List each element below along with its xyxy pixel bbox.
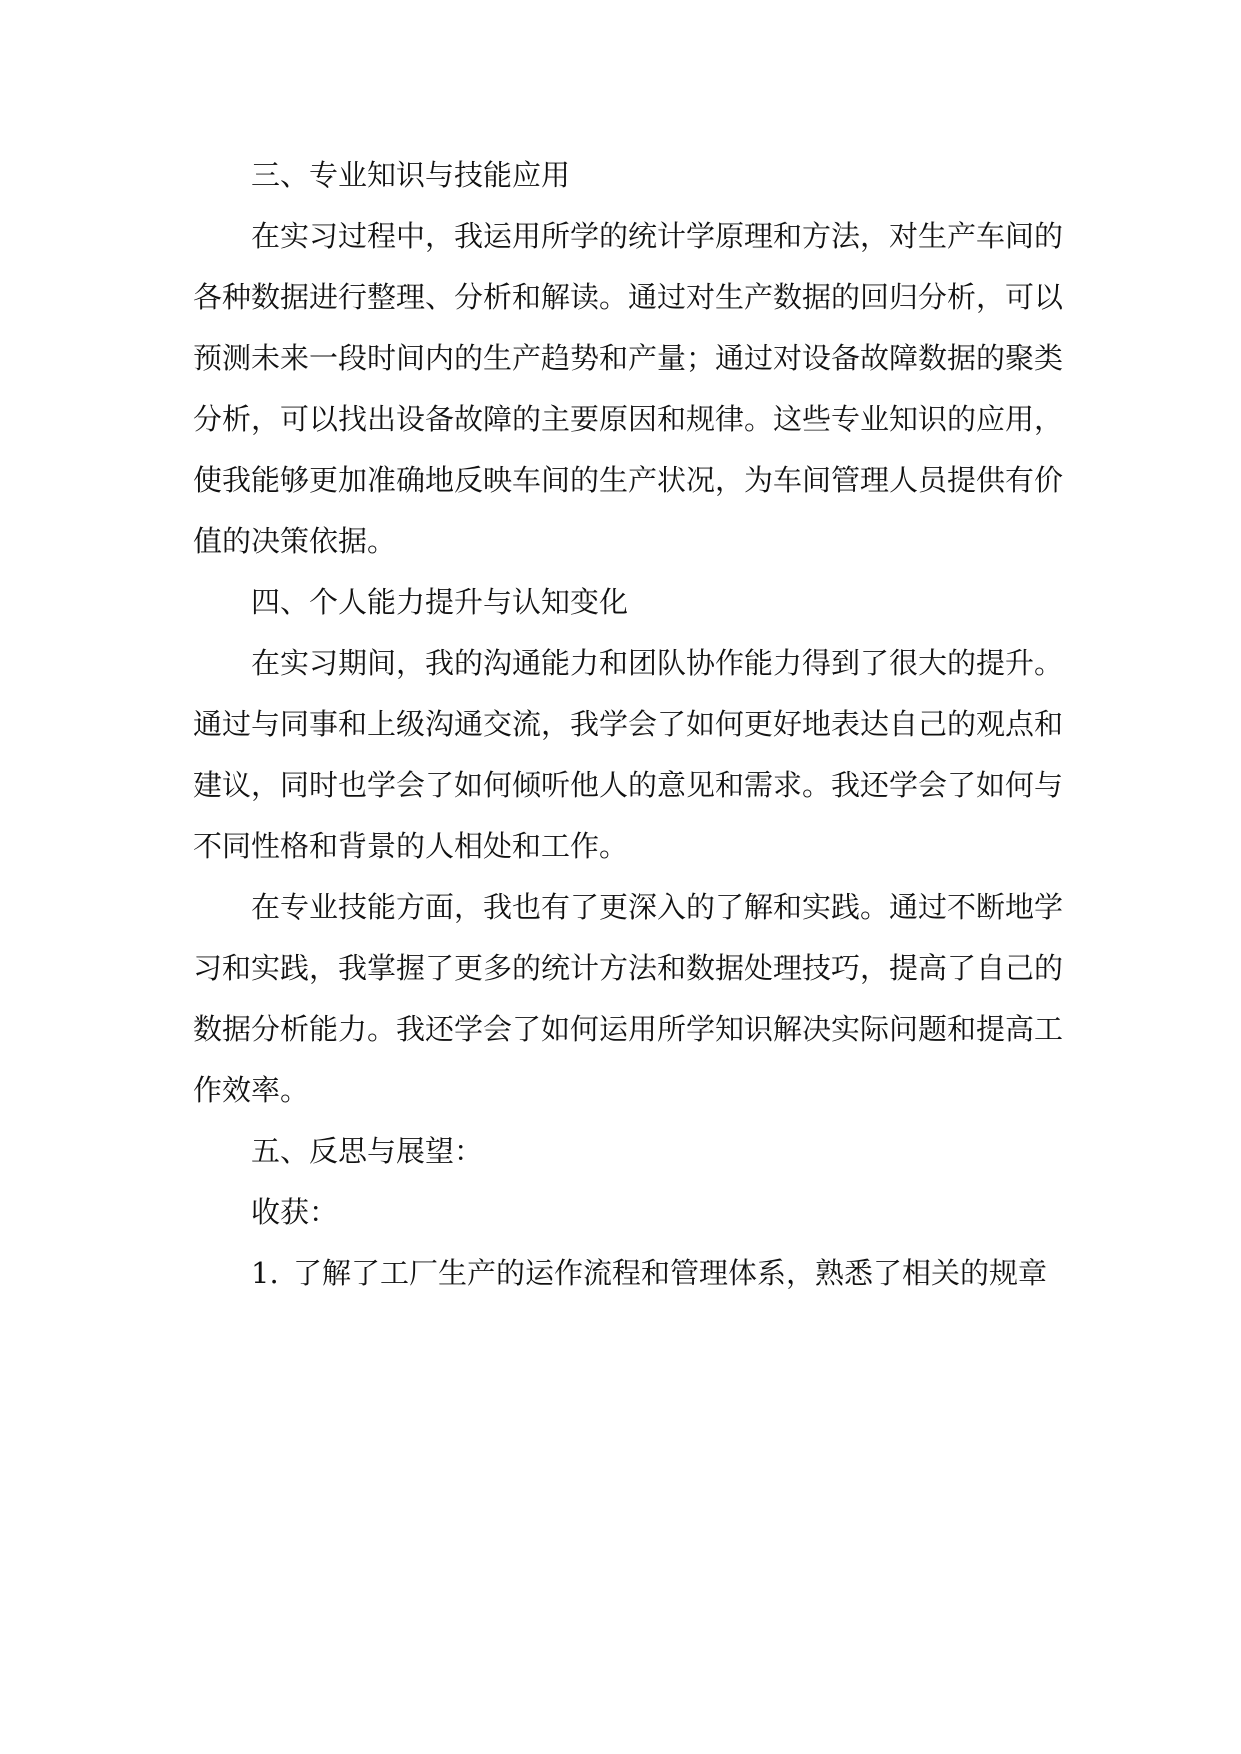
- list-item: [193, 1243, 1063, 1304]
- list-item-number: 1.: [251, 1256, 279, 1290]
- subheading-gains: 收获：: [251, 1195, 339, 1229]
- section-heading-4: 四、个人能力提升与认知变化: [251, 585, 629, 619]
- document-body: [193, 145, 1063, 1304]
- section-heading-5: 五、反思与展望：: [251, 1134, 484, 1168]
- body-paragraph: 在实习期间，我的沟通能力和团队协作能力得到了很大的提升。通过与同事和上级沟通交流，我学会了如何更好地表达自己的观点和建议，同时也学会了如何倾听他人的意见和需求。我还学会了如何与不同性格和背景的人相处和工作。: [193, 646, 1064, 863]
- section-heading-3: 三、专业知识与技能应用: [251, 158, 571, 192]
- body-paragraph: 在实习过程中，我运用所学的统计学原理和方法，对生产车间的各种数据进行整理、分析和解读。通过对生产数据的回归分析，可以预测未来一段时间内的生产趋势和产量；通过对设备故障数据的聚类分析，可以找出设备故障的主要原因和规律。这些专业知识的应用，使我能够更加准确地反映车间的生产状况，为车间管理人员提供有价值的决策依据。: [193, 219, 1064, 558]
- list-item-text: 了解了工厂生产的运作流程和管理体系，熟悉了相关的规章: [293, 1256, 1048, 1290]
- body-paragraph: 在专业技能方面，我也有了更深入的了解和实践。通过不断地学习和实践，我掌握了更多的统计方法和数据处理技巧，提高了自己的数据分析能力。我还学会了如何运用所学知识解决实际问题和提高工作效率。: [193, 890, 1064, 1107]
